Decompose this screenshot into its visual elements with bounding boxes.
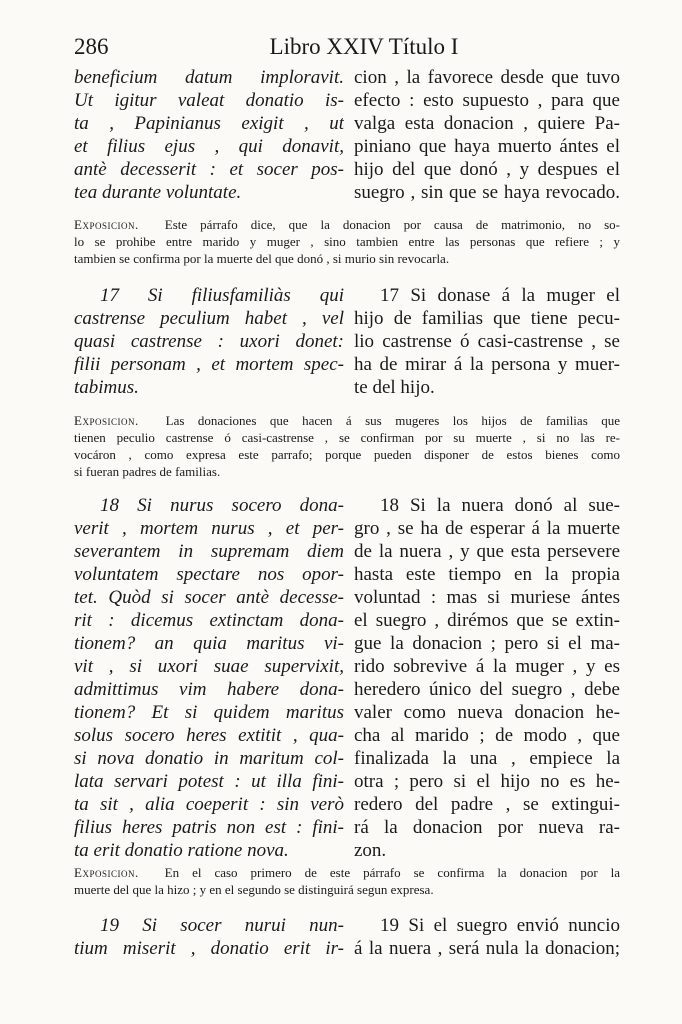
latin-line: beneficium datum imploravit. bbox=[74, 67, 344, 88]
spanish-column bbox=[354, 494, 620, 862]
spanish-line: 19 Si el suegro envió nuncio bbox=[380, 915, 620, 936]
page-number: 286 bbox=[74, 34, 109, 59]
latin-line: severantem in supremam diem bbox=[74, 541, 344, 562]
latin-line: ta , Papinianus exigit , ut bbox=[74, 113, 344, 134]
latin-line: Ut igitur valeat donatio is- bbox=[74, 90, 344, 111]
latin-line: quasi castrense : uxori donet: bbox=[74, 331, 344, 352]
spanish-line: te del hijo. bbox=[354, 377, 435, 398]
exposicion-line: En el caso primero de este párrafo se confirma la donacion por la bbox=[164, 865, 620, 880]
exposicion-label: Exposicion. bbox=[74, 217, 139, 232]
page-header bbox=[74, 34, 620, 64]
exposicion-note-2 bbox=[74, 412, 620, 480]
latin-column bbox=[74, 284, 344, 399]
text-block-1 bbox=[74, 66, 620, 204]
latin-line: admittimus vim habere dona- bbox=[74, 679, 344, 700]
latin-line: ta sit , alia coeperit : sin verò bbox=[74, 794, 344, 815]
exposicion-line: Este párrafo dice, que la donacion por causa de matrimonio, no so- bbox=[164, 217, 620, 232]
spanish-line: finalizada la una , empiece la bbox=[354, 748, 620, 769]
text-block-3 bbox=[74, 494, 620, 862]
spanish-line: de la nuera , y que esta persevere bbox=[354, 541, 620, 562]
spanish-line: hasta este tiempo en la propia bbox=[354, 564, 620, 585]
exposicion-label: Exposicion. bbox=[74, 413, 139, 428]
spanish-line: rido sobrevive á la muger , y es bbox=[354, 656, 620, 677]
spanish-line: valga esta donacion , quiere Pa- bbox=[354, 113, 620, 134]
spanish-line: gro , se ha de esperar á la muerte bbox=[354, 518, 620, 539]
spanish-line: voluntad : mas si muriese ántes bbox=[354, 587, 620, 608]
exposicion-note-1 bbox=[74, 216, 620, 267]
latin-line: vit , si uxori suae supervixit, bbox=[74, 656, 344, 677]
spanish-line: heredero único del suegro , debe bbox=[354, 679, 620, 700]
latin-line: tium miserit , donatio erit ir- bbox=[74, 938, 344, 959]
spanish-line: cion , la favorece desde que tuvo bbox=[354, 67, 620, 88]
exposicion-line: tambien se confirma por la muerte del que donó , si murio sin revocarla. bbox=[74, 251, 450, 266]
latin-line: filius heres patris non est : fini- bbox=[74, 817, 344, 838]
latin-line: 18 Si nurus socero dona- bbox=[100, 495, 344, 516]
latin-line: rit : dicemus extinctam dona- bbox=[74, 610, 344, 631]
latin-line: 17 Si filiusfamiliàs qui bbox=[100, 285, 344, 306]
spanish-line: lio castrense ó casi-castrense , se bbox=[354, 331, 620, 352]
running-title: Libro XXIV Título I bbox=[269, 34, 459, 59]
spanish-line: hijo del que donó , y despues el bbox=[354, 159, 620, 180]
latin-line: tea durante voluntate. bbox=[74, 182, 242, 203]
latin-line: voluntatem spectare nos opor- bbox=[74, 564, 344, 585]
text-block-2 bbox=[74, 284, 620, 399]
spanish-line: valer como nueva donacion he- bbox=[354, 702, 620, 723]
latin-line: et filius ejus , qui donavit, bbox=[74, 136, 344, 157]
text-block-4 bbox=[74, 914, 620, 960]
spanish-line: zon. bbox=[354, 840, 387, 861]
spanish-column bbox=[354, 914, 620, 960]
spanish-line: 17 Si donase á la muger el bbox=[380, 285, 620, 306]
exposicion-note-3 bbox=[74, 864, 620, 898]
spanish-column bbox=[354, 66, 620, 204]
exposicion-line: tienen peculio castrense ó casi-castrense , se confirman por su muerte , si no las re- bbox=[74, 430, 620, 445]
latin-line: castrense peculium habet , vel bbox=[74, 308, 344, 329]
spanish-line: ha de mirar á la persona y muer- bbox=[354, 354, 620, 375]
spanish-line: el suegro , dirémos que se extin- bbox=[354, 610, 620, 631]
spanish-line: rá la donacion por nueva ra- bbox=[354, 817, 620, 838]
exposicion-line: Las donaciones que hacen á sus mugeres los hijos de familias que bbox=[165, 413, 620, 428]
exposicion-line: vocáron , como expresa este parrafo; porque pueden disponer de estos bienes como bbox=[74, 447, 620, 462]
spanish-line: otra ; pero si el hijo no es he- bbox=[354, 771, 620, 792]
spanish-line: 18 Si la nuera donó al sue- bbox=[380, 495, 620, 516]
latin-column bbox=[74, 914, 344, 960]
spanish-line: gue la donacion ; pero si el ma- bbox=[354, 633, 620, 654]
latin-line: lata servari potest : ut illa fini- bbox=[74, 771, 344, 792]
latin-line: tionem? an quia maritus vi- bbox=[74, 633, 344, 654]
latin-line: tet. Quòd si socer antè decesse- bbox=[74, 587, 344, 608]
latin-line: solus socero heres extitit , qua- bbox=[74, 725, 344, 746]
exposicion-line: si fueran padres de familias. bbox=[74, 464, 221, 479]
latin-line: filii personam , et mortem spec- bbox=[74, 354, 344, 375]
exposicion-line: lo se prohibe entre marido y muger , sino tambien entre las personas que refiere ; y bbox=[74, 234, 620, 249]
latin-column bbox=[74, 66, 344, 204]
spanish-line: redero del padre , se extingui- bbox=[354, 794, 620, 815]
latin-line: si nova donatio in maritum col- bbox=[74, 748, 344, 769]
exposicion-line: muerte del que la hizo ; y en el segundo se distinguirá segun expresa. bbox=[74, 882, 434, 897]
spanish-column bbox=[354, 284, 620, 399]
spanish-line: á la nuera , será nula la donacion; bbox=[354, 938, 620, 959]
spanish-line: suegro , sin que se haya revocado. bbox=[354, 182, 620, 203]
latin-column bbox=[74, 494, 344, 862]
latin-line: ta erit donatio ratione nova. bbox=[74, 840, 289, 861]
latin-line: 19 Si socer nurui nun- bbox=[100, 915, 344, 936]
latin-line: tionem? Et si quidem maritus bbox=[74, 702, 344, 723]
spanish-line: piniano que haya muerto ántes el bbox=[354, 136, 620, 157]
latin-line: antè decesserit : et socer pos- bbox=[74, 159, 344, 180]
latin-line: verit , mortem nurus , et per- bbox=[74, 518, 344, 539]
exposicion-label: Exposicion. bbox=[74, 865, 139, 880]
spanish-line: efecto : esto supuesto , para que bbox=[354, 90, 620, 111]
spanish-line: cha al marido ; de modo , que bbox=[354, 725, 620, 746]
latin-line: tabimus. bbox=[74, 377, 139, 398]
spanish-line: hijo de familias que tiene pecu- bbox=[354, 308, 620, 329]
